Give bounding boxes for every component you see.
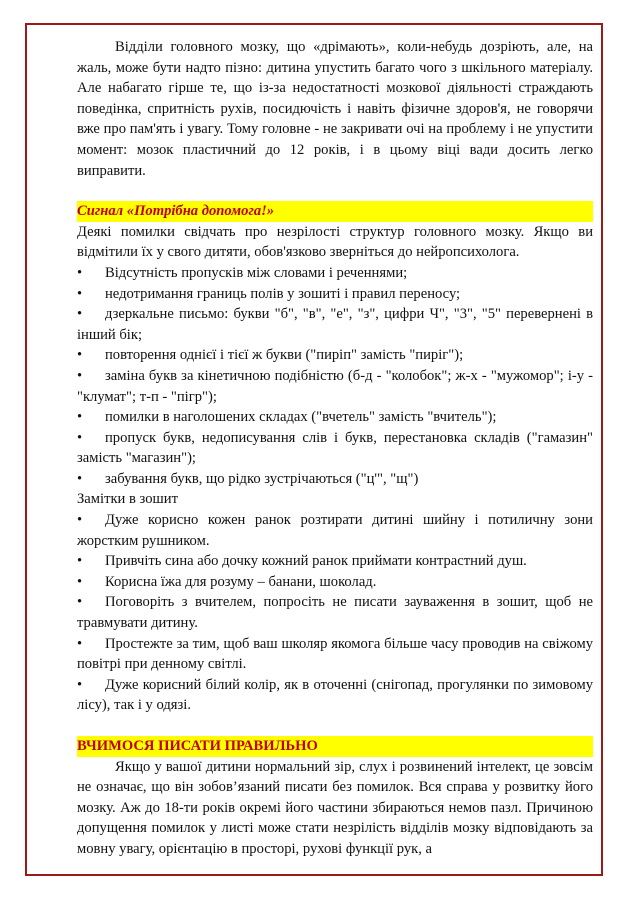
notes-list bbox=[77, 510, 593, 716]
bullet-marker: • bbox=[77, 306, 83, 323]
bullet-marker: • bbox=[77, 347, 83, 364]
intro-paragraph: Відділи головного мозку, що «дрімають», коли-небудь дозріють, але, на жаль, може бути надто пізно: дитина упустить багато чого з шкільного матеріалу. Але набагато гірше те, що із-за недостатності мозкової діяльності страждають поведінка, спритність рухів, посидючість і навіть фізичне здоров'я, не говорячи вже про пам'ять і увагу. Тому головне - не закривати очі на проблему і не упустити момент: мозок пластичний до 12 років, і в цьому віці вади досить легко виправити. bbox=[77, 39, 593, 179]
list-item: • Привчіть сина або дочку кожний ранок приймати контрастний душ. bbox=[77, 551, 593, 572]
bullet-marker: • bbox=[77, 635, 83, 652]
list-item: • Дуже корисно кожен ранок розтирати дитині шийну і потиличну зони жорстким рушником. bbox=[77, 512, 593, 549]
list-item: • повторення однієї і тієї ж букви ("пиріп" замість "пиріг"); bbox=[77, 345, 593, 366]
bullet-marker: • bbox=[77, 264, 83, 281]
list-item: • Поговоріть з вчителем, попросіть не писати зауваження в зошит, щоб не травмувати дитину. bbox=[77, 594, 593, 632]
bullet-marker: • bbox=[77, 553, 83, 570]
list-item: • Корисна їжа для розуму – банани, шоколад. bbox=[77, 572, 593, 593]
notes-title: Замітки в зошит bbox=[77, 491, 178, 508]
writing-paragraph: Якщо у вашої дитини нормальний зір, слух і розвинений інтелект, це зовсім не означає, що він зобов’язаний писати без помилок. Вся справа у розвитку його мозку. Аж до 18-ти років окремі його частини збираються немов пазл. Причиною допущення помилок у листі може стати незрілість відділів мозку відповідають за мовну увагу, орієнтацію в просторі, рухові функції рук, а bbox=[77, 758, 593, 857]
bullet-marker: • bbox=[77, 429, 83, 446]
list-item: • пропуск букв, недописування слів і букв, перестановка складів ("гамазин" замість "магазин"); bbox=[77, 429, 593, 467]
bullet-marker: • bbox=[77, 367, 83, 384]
bullet-marker: • bbox=[77, 676, 83, 693]
list-item: • Простежте за тим, щоб ваш школяр якомога більше часу проводив на свіжому повітрі при денному світлі. bbox=[77, 635, 593, 673]
bullet-marker: • bbox=[77, 594, 83, 611]
list-item: • дзеркальне письмо: букви "б", "в", "е", "з", цифри Ч", "3", "5" перевернені в інший бік; bbox=[77, 306, 593, 343]
list-item: • забування букв, що рідко зустрічаються ("ц'", "щ") bbox=[77, 469, 593, 490]
list-item: • Дуже корисний білий колір, як в оточенні (снігопад, прогулянки по зимовому лісу), так і у одязі. bbox=[77, 676, 593, 714]
bullet-marker: • bbox=[77, 573, 83, 590]
signal-lead: Деякі помилки свідчать про незрілості структур головного мозку. Якщо ви відмітили їх у свого дитяти, обов'язково зверніться до нейропсихолога. bbox=[77, 223, 593, 261]
bullet-marker: • bbox=[77, 512, 83, 529]
list-item: • недотримання границь полів у зошиті і правил переносу; bbox=[77, 284, 593, 305]
signal-heading: Сигнал «Потрібна допомога!» bbox=[77, 201, 593, 222]
document-body bbox=[77, 37, 593, 860]
list-item: • заміна букв за кінетичною подібністю (б-д - "колобок"; ж-х - "мужомор"; і-у - "клумат"; т-п - "пігр"); bbox=[77, 367, 593, 405]
list-item: • помилки в наголошених складах ("вчетель" замість "вчитель"); bbox=[77, 407, 593, 428]
writing-heading: ВЧИМОСЯ ПИСАТИ ПРАВИЛЬНО bbox=[77, 736, 593, 757]
bullet-marker: • bbox=[77, 409, 83, 426]
signal-list bbox=[77, 263, 593, 490]
list-item: • Відсутність пропусків між словами і реченнями; bbox=[77, 263, 593, 284]
bullet-marker: • bbox=[77, 470, 83, 487]
bullet-marker: • bbox=[77, 285, 83, 302]
